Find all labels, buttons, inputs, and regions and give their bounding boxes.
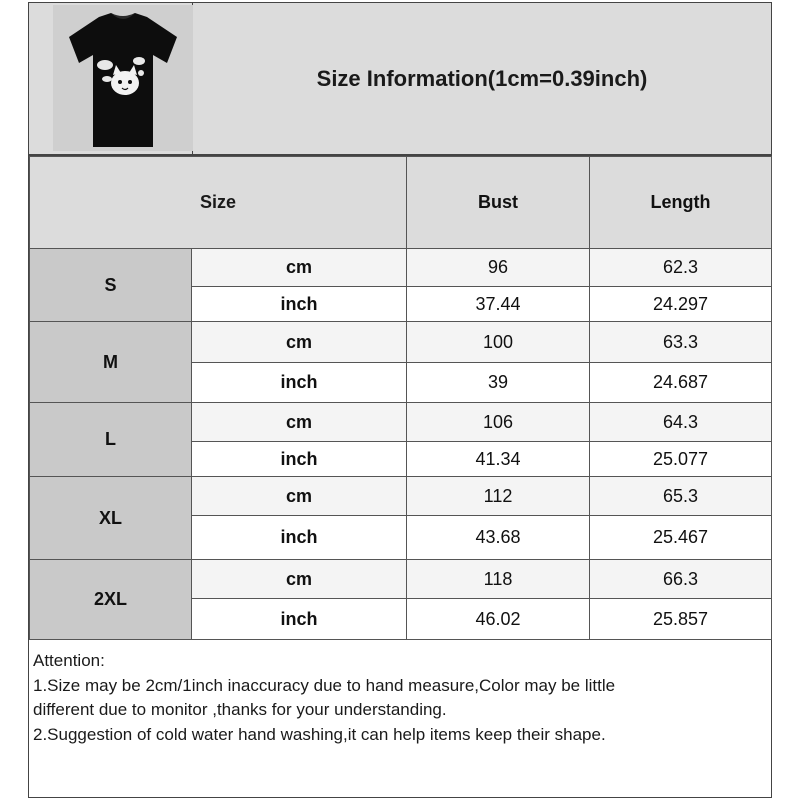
bust-value: 37.44: [407, 287, 590, 322]
length-value: 63.3: [590, 322, 772, 363]
table-row: [30, 477, 772, 516]
unit-label: inch: [192, 363, 407, 403]
size-label-xl: XL: [30, 477, 192, 560]
unit-label: inch: [192, 287, 407, 322]
length-value: 25.467: [590, 516, 772, 560]
bust-value: 100: [407, 322, 590, 363]
length-value: 24.687: [590, 363, 772, 403]
bust-value: 39: [407, 363, 590, 403]
table-row: [30, 249, 772, 287]
page-title: Size Information(1cm=0.39inch): [316, 65, 648, 91]
unit-label: cm: [192, 403, 407, 442]
unit-label: cm: [192, 322, 407, 363]
bust-value: 118: [407, 560, 590, 599]
length-value: 62.3: [590, 249, 772, 287]
unit-label: cm: [192, 477, 407, 516]
length-column-header: Length: [590, 157, 772, 249]
table-header-row: [30, 157, 772, 249]
length-value: 24.297: [590, 287, 772, 322]
size-label-s: S: [30, 249, 192, 322]
unit-label: cm: [192, 560, 407, 599]
bust-value: 43.68: [407, 516, 590, 560]
table-row: [30, 403, 772, 442]
product-thumbnail-cell: [29, 3, 193, 154]
length-value: 64.3: [590, 403, 772, 442]
size-chart-header: [29, 3, 771, 156]
length-value: 66.3: [590, 560, 772, 599]
product-tshirt-image: [53, 5, 193, 151]
table-row: [30, 322, 772, 363]
length-value: 25.857: [590, 599, 772, 640]
bust-value: 106: [407, 403, 590, 442]
unit-label: inch: [192, 442, 407, 477]
bust-value: 96: [407, 249, 590, 287]
table-row: [30, 560, 772, 599]
bust-value: 41.34: [407, 442, 590, 477]
unit-label: cm: [192, 249, 407, 287]
unit-label: inch: [192, 516, 407, 560]
bust-value: 112: [407, 477, 590, 516]
notes-line: 1.Size may be 2cm/1inch inaccuracy due to hand measure,Color may be little: [33, 675, 616, 695]
size-label-2xl: 2XL: [30, 560, 192, 640]
length-value: 25.077: [590, 442, 772, 477]
bust-column-header: Bust: [407, 157, 590, 249]
size-table: [29, 156, 772, 640]
size-chart-sheet: [28, 2, 772, 798]
size-label-m: M: [30, 322, 192, 403]
bust-value: 46.02: [407, 599, 590, 640]
unit-label: inch: [192, 599, 407, 640]
size-column-header: Size: [30, 157, 407, 249]
notes-line: 2.Suggestion of cold water hand washing,it can help items keep their shape.: [33, 724, 606, 744]
notes-heading: Attention:: [33, 651, 105, 670]
size-label-l: L: [30, 403, 192, 477]
notes-line: different due to monitor ,thanks for your understanding.: [33, 700, 447, 719]
length-value: 65.3: [590, 477, 772, 516]
attention-notes: [33, 649, 767, 747]
